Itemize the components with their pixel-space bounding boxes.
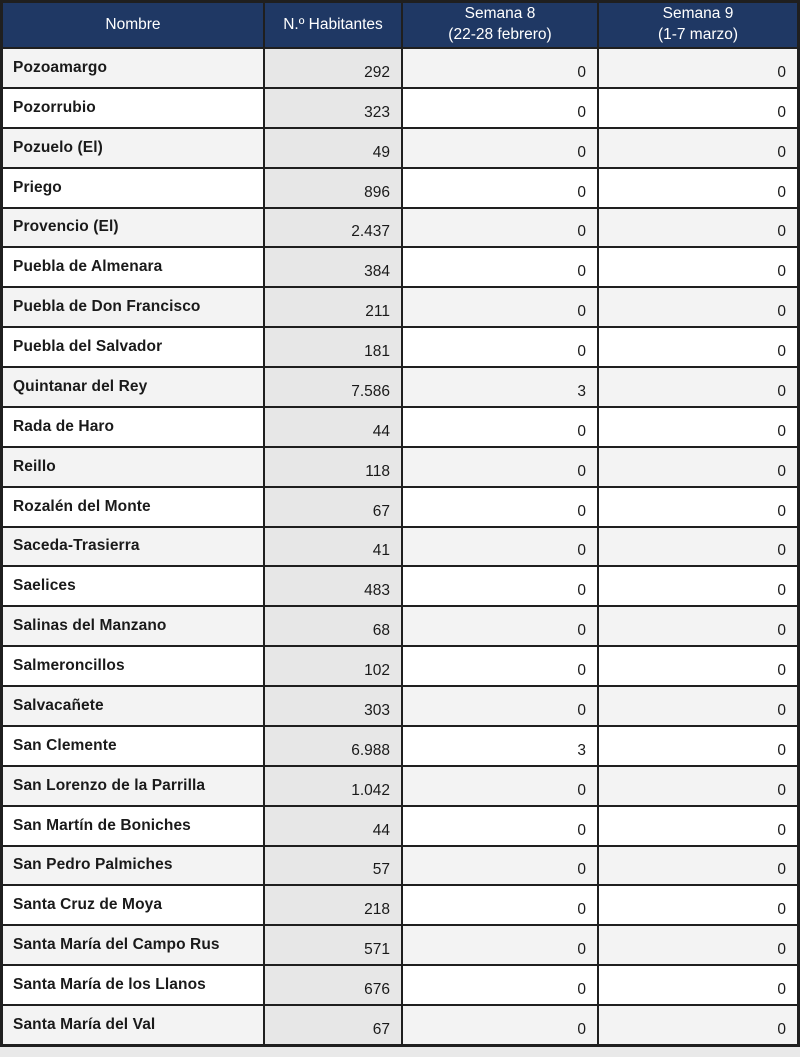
column-header-sublabel: (1-7 marzo) xyxy=(657,26,739,43)
habitantes-cell: 303 xyxy=(265,687,401,725)
habitantes-cell: 44 xyxy=(265,408,401,446)
semana-8-cases-cell: 0 xyxy=(403,687,597,725)
semana-9-cases-cell: 0 xyxy=(599,288,797,326)
semana-9-cases-cell: 0 xyxy=(599,767,797,805)
semana-9-cases-cell: 0 xyxy=(599,886,797,924)
semana-9-cases-cell: 0 xyxy=(599,687,797,725)
municipality-name-cell: Santa Cruz de Moya xyxy=(3,886,263,924)
semana-8-cases-cell: 0 xyxy=(403,488,597,526)
semana-8-cases-cell: 0 xyxy=(403,248,597,286)
municipality-name-cell: Pozoamargo xyxy=(3,49,263,87)
semana-8-cases-cell: 0 xyxy=(403,1006,597,1044)
column-header-sublabel: (22-28 febrero) xyxy=(448,26,552,43)
column-header-label: N.º Habitantes xyxy=(283,15,383,33)
habitantes-cell: 218 xyxy=(265,886,401,924)
municipality-name-cell: Saelices xyxy=(3,567,263,605)
habitantes-cell: 6.988 xyxy=(265,727,401,765)
habitantes-cell: 67 xyxy=(265,1006,401,1044)
municipality-name-cell: Puebla de Almenara xyxy=(3,248,263,286)
semana-8-cases-cell: 3 xyxy=(403,368,597,406)
municipality-name-cell: Puebla del Salvador xyxy=(3,328,263,366)
semana-8-cases-cell: 0 xyxy=(403,528,597,566)
habitantes-cell: 118 xyxy=(265,448,401,486)
column-header-habitantes xyxy=(265,3,401,47)
column-header-nombre xyxy=(3,3,263,47)
semana-9-cases-cell: 0 xyxy=(599,328,797,366)
habitantes-cell: 68 xyxy=(265,607,401,645)
semana-9-cases-cell: 0 xyxy=(599,248,797,286)
municipality-name-cell: San Lorenzo de la Parrilla xyxy=(3,767,263,805)
municipality-name-cell: Puebla de Don Francisco xyxy=(3,288,263,326)
semana-8-cases-cell: 0 xyxy=(403,209,597,247)
column-header-label: Semana 9 xyxy=(662,5,734,23)
semana-8-cases-cell: 0 xyxy=(403,966,597,1004)
semana-8-cases-cell: 0 xyxy=(403,567,597,605)
municipality-name-cell: Reillo xyxy=(3,448,263,486)
semana-9-cases-cell: 0 xyxy=(599,129,797,167)
municipality-name-cell: San Pedro Palmiches xyxy=(3,847,263,885)
habitantes-cell: 676 xyxy=(265,966,401,1004)
semana-9-cases-cell: 0 xyxy=(599,408,797,446)
municipality-name-cell: Salmeroncillos xyxy=(3,647,263,685)
habitantes-cell: 384 xyxy=(265,248,401,286)
semana-8-cases-cell: 0 xyxy=(403,448,597,486)
municipality-name-cell: Quintanar del Rey xyxy=(3,368,263,406)
municipality-name-cell: Salinas del Manzano xyxy=(3,607,263,645)
habitantes-cell: 571 xyxy=(265,926,401,964)
habitantes-cell: 102 xyxy=(265,647,401,685)
semana-9-cases-cell: 0 xyxy=(599,488,797,526)
municipality-name-cell: Provencio (El) xyxy=(3,209,263,247)
semana-9-cases-cell: 0 xyxy=(599,209,797,247)
semana-9-cases-cell: 0 xyxy=(599,966,797,1004)
column-header-semana-9 xyxy=(599,3,797,47)
semana-8-cases-cell: 0 xyxy=(403,926,597,964)
municipality-name-cell: Santa María del Campo Rus xyxy=(3,926,263,964)
municipality-name-cell: Pozorrubio xyxy=(3,89,263,127)
municipality-name-cell: Rozalén del Monte xyxy=(3,488,263,526)
habitantes-cell: 49 xyxy=(265,129,401,167)
semana-8-cases-cell: 0 xyxy=(403,49,597,87)
semana-9-cases-cell: 0 xyxy=(599,89,797,127)
habitantes-cell: 1.042 xyxy=(265,767,401,805)
municipality-name-cell: Priego xyxy=(3,169,263,207)
municipality-name-cell: Pozuelo (El) xyxy=(3,129,263,167)
semana-9-cases-cell: 0 xyxy=(599,448,797,486)
semana-9-cases-cell: 0 xyxy=(599,727,797,765)
municipality-name-cell: Salvacañete xyxy=(3,687,263,725)
municipality-name-cell: Saceda-Trasierra xyxy=(3,528,263,566)
habitantes-cell: 323 xyxy=(265,89,401,127)
semana-8-cases-cell: 0 xyxy=(403,847,597,885)
semana-9-cases-cell: 0 xyxy=(599,847,797,885)
habitantes-cell: 483 xyxy=(265,567,401,605)
semana-8-cases-cell: 0 xyxy=(403,607,597,645)
semana-9-cases-cell: 0 xyxy=(599,607,797,645)
semana-8-cases-cell: 0 xyxy=(403,408,597,446)
municipality-name-cell: San Martín de Boniches xyxy=(3,807,263,845)
semana-9-cases-cell: 0 xyxy=(599,169,797,207)
semana-9-cases-cell: 0 xyxy=(599,1006,797,1044)
column-header-label: Nombre xyxy=(105,15,161,33)
semana-9-cases-cell: 0 xyxy=(599,49,797,87)
habitantes-cell: 7.586 xyxy=(265,368,401,406)
habitantes-cell: 292 xyxy=(265,49,401,87)
semana-9-cases-cell: 0 xyxy=(599,528,797,566)
semana-9-cases-cell: 0 xyxy=(599,926,797,964)
semana-8-cases-cell: 0 xyxy=(403,169,597,207)
column-header-semana-8 xyxy=(403,3,597,47)
semana-9-cases-cell: 0 xyxy=(599,647,797,685)
habitantes-cell: 211 xyxy=(265,288,401,326)
habitantes-cell: 41 xyxy=(265,528,401,566)
semana-8-cases-cell: 0 xyxy=(403,647,597,685)
habitantes-cell: 896 xyxy=(265,169,401,207)
semana-9-cases-cell: 0 xyxy=(599,567,797,605)
semana-8-cases-cell: 0 xyxy=(403,288,597,326)
semana-8-cases-cell: 0 xyxy=(403,767,597,805)
municipality-name-cell: San Clemente xyxy=(3,727,263,765)
semana-8-cases-cell: 0 xyxy=(403,89,597,127)
municipality-name-cell: Santa María de los Llanos xyxy=(3,966,263,1004)
semana-8-cases-cell: 0 xyxy=(403,328,597,366)
semana-8-cases-cell: 0 xyxy=(403,886,597,924)
column-header-label: Semana 8 xyxy=(464,5,536,23)
habitantes-cell: 2.437 xyxy=(265,209,401,247)
habitantes-cell: 181 xyxy=(265,328,401,366)
semana-9-cases-cell: 0 xyxy=(599,368,797,406)
semana-8-cases-cell: 0 xyxy=(403,807,597,845)
municipality-name-cell: Santa María del Val xyxy=(3,1006,263,1044)
semana-8-cases-cell: 0 xyxy=(403,129,597,167)
habitantes-cell: 67 xyxy=(265,488,401,526)
municipality-name-cell: Rada de Haro xyxy=(3,408,263,446)
semana-8-cases-cell: 3 xyxy=(403,727,597,765)
habitantes-cell: 44 xyxy=(265,807,401,845)
habitantes-cell: 57 xyxy=(265,847,401,885)
semana-9-cases-cell: 0 xyxy=(599,807,797,845)
